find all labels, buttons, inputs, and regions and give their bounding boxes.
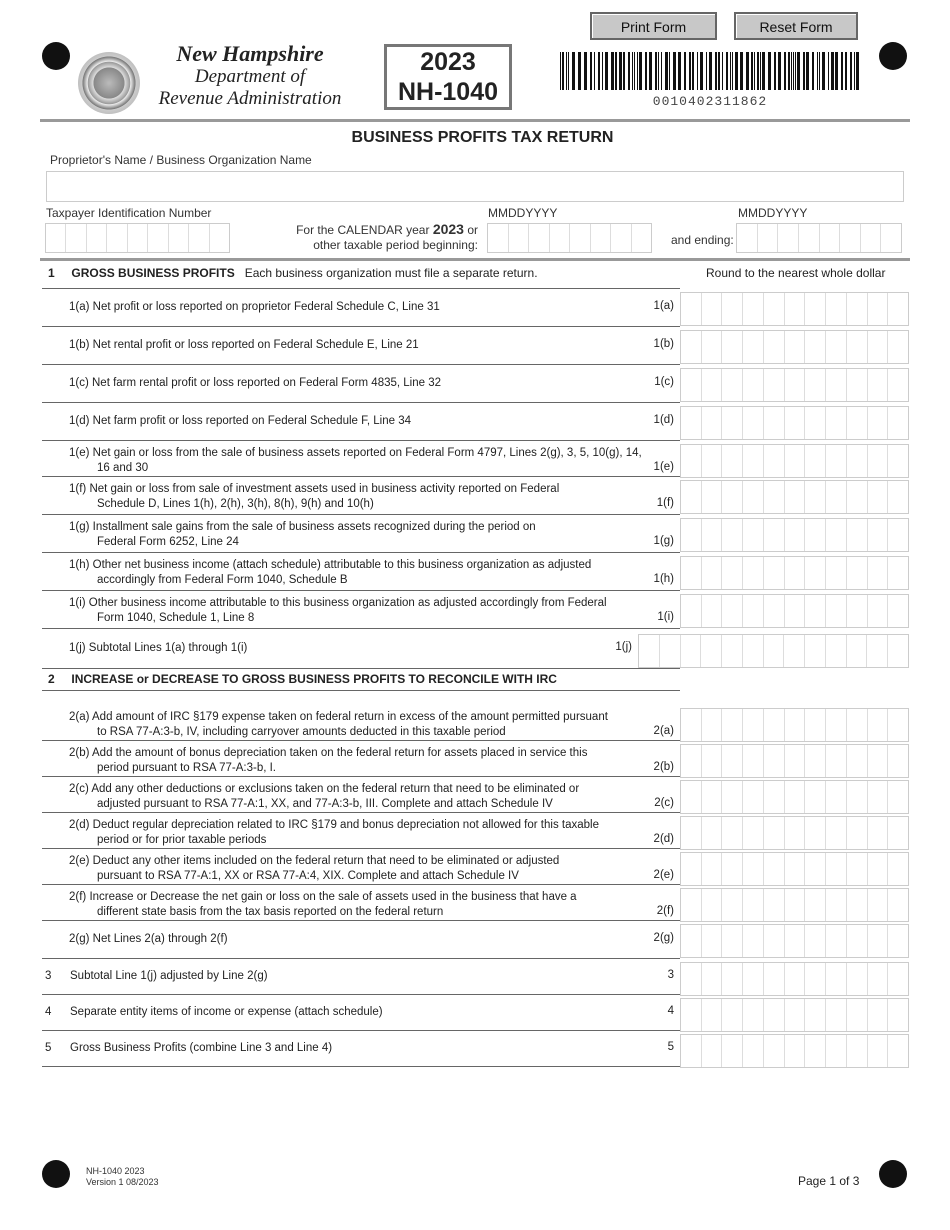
header-divider — [40, 119, 910, 122]
barcode-bar — [566, 52, 567, 90]
section-2-number: 2 — [48, 672, 55, 686]
barcode-bar — [793, 52, 794, 90]
barcode-bar — [754, 52, 755, 90]
amount-input[interactable] — [680, 708, 909, 742]
barcode-bar — [822, 52, 825, 90]
amount-input[interactable] — [680, 888, 909, 922]
line-description-cont: period or for prior taxable periods — [97, 834, 267, 846]
barcode-bar — [634, 52, 635, 90]
line-description: 1(j) Subtotal Lines 1(a) through 1(i) — [69, 642, 248, 654]
barcode-bar — [673, 52, 676, 90]
line-description: 2(e) Deduct any other items included on the federal return that need to be eliminated or adjusted — [69, 855, 560, 867]
dept-line-2: Revenue Administration — [158, 88, 342, 109]
period-begin-label: other taxable period beginning: — [313, 238, 478, 252]
section-2-rule — [42, 690, 680, 691]
barcode-bar — [578, 52, 581, 90]
barcode-bar — [706, 52, 707, 90]
barcode-bar — [637, 52, 638, 90]
form-id-box — [384, 44, 512, 110]
barcode-bar — [746, 52, 749, 90]
barcode-bar — [562, 52, 564, 90]
line-description-cont: period pursuant to RSA 77-A:3-b, I. — [97, 762, 276, 774]
reset-form-button[interactable]: Reset Form — [734, 12, 858, 40]
line-number: 1(d) — [653, 414, 674, 426]
line-description: 1(b) Net rental profit or loss reported on Federal Schedule E, Line 21 — [69, 339, 419, 351]
line-index: 4 — [45, 1006, 52, 1018]
form-line — [42, 404, 680, 441]
barcode-bar — [812, 52, 814, 90]
form-line — [42, 850, 680, 885]
form-line — [42, 1032, 680, 1067]
line-description: 1(c) Net farm rental profit or loss reported on Federal Form 4835, Line 32 — [69, 377, 442, 389]
line-number: 3 — [667, 969, 674, 981]
line-description: 1(i) Other business income attributable to this business organization as adjusted accordingly from Federal — [69, 597, 607, 609]
amount-input[interactable] — [680, 816, 909, 850]
form-line — [42, 778, 680, 813]
form-number: NH-1040 — [397, 78, 499, 106]
line-index: 3 — [45, 970, 52, 982]
line-description-cont: adjusted pursuant to RSA 77-A:1, XX, and 77-A:3-b, III. Complete and attach Schedule IV — [97, 798, 553, 810]
barcode-bar — [735, 52, 738, 90]
registration-mark — [42, 1160, 70, 1188]
line-description: 2(d) Deduct regular depreciation related to IRC §179 and bonus depreciation not allowed for this taxable — [69, 819, 599, 831]
barcode-bar — [850, 52, 852, 90]
barcode-icon — [560, 52, 860, 90]
calendar-suffix: or — [467, 223, 478, 237]
form-line — [42, 366, 680, 403]
line-number: 1(f) — [656, 497, 674, 509]
barcode-bar — [619, 52, 622, 90]
line-description: 2(f) Increase or Decrease the net gain or loss on the sale of assets used in the business that have a — [69, 891, 577, 903]
barcode-bar — [665, 52, 668, 90]
section-2-heading: INCREASE or DECREASE TO GROSS BUSINESS PROFITS TO RECONCILE WITH IRC — [71, 672, 557, 686]
line-description-cont: Form 1040, Schedule 1, Line 8 — [97, 612, 255, 624]
amount-input[interactable] — [680, 292, 909, 326]
form-line — [42, 442, 680, 477]
name-input[interactable] — [46, 171, 904, 202]
barcode-bar — [778, 52, 781, 90]
line-description-cont: Federal Form 6252, Line 24 — [97, 536, 239, 548]
line-number: 1(h) — [653, 573, 674, 585]
barcode-bar — [819, 52, 820, 90]
barcode-bar — [845, 52, 847, 90]
barcode-bar — [697, 52, 698, 90]
line-number: 1(j) — [615, 641, 632, 653]
section-1-heading: GROSS BUSINESS PROFITS — [71, 266, 235, 280]
barcode-bar — [784, 52, 786, 90]
amount-input[interactable] — [680, 852, 909, 886]
line-description: 1(g) Installment sale gains from the sale of business assets recognized during the period on — [69, 521, 536, 533]
form-line — [42, 742, 680, 777]
tin-input[interactable] — [45, 223, 230, 253]
dept-line-1: Department of — [194, 66, 306, 87]
barcode-bar — [598, 52, 600, 90]
line-description: 1(a) Net profit or loss reported on proprietor Federal Schedule C, Line 31 — [69, 301, 440, 313]
line-number: 1(i) — [657, 611, 674, 623]
line-description-cont: pursuant to RSA 77-A:1, XX or RSA 77-A:4, XIX. Complete and attach Schedule IV — [97, 870, 519, 882]
section-1-header — [48, 266, 538, 280]
barcode-bar — [655, 52, 657, 90]
barcode-bar — [791, 52, 792, 90]
barcode-bar — [730, 52, 731, 90]
barcode-bar — [661, 52, 662, 90]
form-line — [42, 996, 680, 1031]
line-description-cont: different state basis from the tax basis reported on the federal return — [97, 906, 444, 918]
barcode-bar — [572, 52, 575, 90]
barcode-bar — [615, 52, 617, 90]
amount-input[interactable] — [680, 368, 909, 402]
barcode-bar — [584, 52, 587, 90]
state-name: New Hampshire — [176, 41, 324, 66]
amount-input[interactable] — [680, 594, 909, 628]
form-line — [42, 290, 680, 327]
form-line — [42, 516, 680, 553]
section-1-number: 1 — [48, 266, 55, 280]
tin-label: Taxpayer Identification Number — [46, 206, 212, 220]
end-date-format: MMDDYYYY — [738, 206, 808, 220]
barcode-bar — [768, 52, 771, 90]
footer-version: Version 1 08/2023 — [86, 1177, 159, 1187]
form-line — [42, 960, 680, 995]
barcode-bar — [700, 52, 703, 90]
line-number: 1(a) — [653, 300, 674, 312]
line-number: 5 — [667, 1041, 674, 1053]
line-description: Separate entity items of income or expense (attach schedule) — [70, 1006, 383, 1018]
line-description-cont: to RSA 77-A:3-b, IV, including carryover amounts deducted in this taxable period — [97, 726, 506, 738]
barcode-bar — [722, 52, 723, 90]
form-line — [42, 328, 680, 365]
amount-input[interactable] — [680, 998, 909, 1032]
barcode-bar — [797, 52, 800, 90]
barcode-bar — [762, 52, 765, 90]
barcode-bar — [678, 52, 681, 90]
amount-input[interactable] — [680, 518, 909, 552]
section-1-rule — [42, 288, 680, 289]
barcode-bar — [658, 52, 659, 90]
barcode-bar — [856, 52, 859, 90]
amount-input[interactable] — [680, 406, 909, 440]
line-number: 1(b) — [653, 338, 674, 350]
line-description: 1(d) Net farm profit or loss reported on Federal Schedule F, Line 34 — [69, 415, 411, 427]
barcode-bar — [709, 52, 712, 90]
barcode-bar — [632, 52, 633, 90]
barcode-bar — [760, 52, 761, 90]
barcode-bar — [751, 52, 753, 90]
calendar-year: 2023 — [432, 221, 464, 237]
line-description: 2(a) Add amount of IRC §179 expense taken on federal return in excess of the amount permitted pursuant — [69, 711, 608, 723]
amount-input[interactable] — [680, 330, 909, 364]
section-2-header — [48, 672, 557, 686]
line-description: Gross Business Profits (combine Line 3 and Line 4) — [70, 1042, 333, 1054]
line-description-cont: 16 and 30 — [97, 462, 149, 474]
line-description-cont: accordingly from Federal Form 1040, Schedule B — [97, 574, 348, 586]
calendar-prefix: For the CALENDAR year — [296, 223, 430, 237]
barcode-bar — [684, 52, 686, 90]
barcode-bar — [732, 52, 733, 90]
barcode-bar — [726, 52, 728, 90]
line-description: 1(h) Other net business income (attach schedule) attributable to this business organization as adjusted — [69, 559, 592, 571]
line-description: 1(e) Net gain or loss from the sale of business assets reported on Federal Form 4797, Lines 2(g), 3, 5, 10(g), 14, — [69, 447, 642, 459]
registration-mark — [879, 1160, 907, 1188]
line-number: 2(b) — [653, 761, 674, 773]
barcode-bar — [594, 52, 595, 90]
form-line — [42, 592, 680, 629]
begin-date-format: MMDDYYYY — [488, 206, 558, 220]
line-number: 2(g) — [653, 932, 674, 944]
form-line — [42, 630, 680, 669]
name-label: Proprietor's Name / Business Organization Name — [50, 153, 312, 167]
amount-input[interactable] — [680, 480, 909, 514]
line-number: 1(g) — [653, 535, 674, 547]
line-number: 2(d) — [653, 833, 674, 845]
footer-form: NH-1040 2023 — [86, 1166, 145, 1176]
barcode-bar — [828, 52, 829, 90]
barcode-bar — [605, 52, 608, 90]
barcode-bar — [669, 52, 670, 90]
barcode-number: 0010402311862 — [652, 94, 768, 109]
barcode-bar — [806, 52, 809, 90]
calendar-year-text — [250, 221, 478, 237]
form-line — [42, 554, 680, 591]
form-year: 2023 — [420, 48, 476, 76]
barcode-bar — [835, 52, 838, 90]
barcode-bar — [645, 52, 647, 90]
barcode-bar — [795, 52, 796, 90]
end-date-input[interactable] — [736, 223, 902, 253]
amount-input[interactable] — [638, 634, 909, 668]
barcode-bar — [803, 52, 805, 90]
line-number: 4 — [667, 1005, 674, 1017]
form-line — [42, 478, 680, 515]
barcode-bar — [854, 52, 855, 90]
line-number: 1(e) — [653, 461, 674, 473]
line-number: 2(e) — [653, 869, 674, 881]
barcode-bar — [623, 52, 625, 90]
form-line — [42, 814, 680, 849]
amount-input[interactable] — [680, 1034, 909, 1068]
barcode-bar — [639, 52, 642, 90]
barcode-bar — [689, 52, 691, 90]
line-number: 2(f) — [656, 905, 674, 917]
barcode-bar — [560, 52, 561, 90]
barcode-bar — [715, 52, 717, 90]
barcode-bar — [602, 52, 603, 90]
section-divider — [40, 258, 910, 261]
barcode-bar — [718, 52, 720, 90]
state-seal-icon — [78, 52, 140, 114]
rounding-note: Round to the nearest whole dollar — [706, 266, 886, 280]
page-title: BUSINESS PROFITS TAX RETURN — [351, 129, 614, 146]
line-number: 1(c) — [654, 376, 674, 388]
barcode-bar — [788, 52, 790, 90]
begin-date-input[interactable] — [487, 223, 652, 253]
amount-input[interactable] — [680, 962, 909, 996]
footer-form-id — [86, 1166, 159, 1188]
form-line — [42, 886, 680, 921]
barcode-bar — [831, 52, 834, 90]
page-number: Page 1 of 3 — [798, 1174, 860, 1188]
barcode-bar — [611, 52, 614, 90]
barcode-bar — [628, 52, 630, 90]
agency-name — [140, 42, 360, 110]
barcode-bar — [740, 52, 743, 90]
barcode-bar — [774, 52, 776, 90]
line-description: Subtotal Line 1(j) adjusted by Line 2(g) — [70, 970, 268, 982]
registration-mark — [42, 42, 70, 70]
line-description: 2(b) Add the amount of bonus depreciation taken on the federal return for assets placed in service this — [69, 747, 588, 759]
line-number: 2(c) — [654, 797, 674, 809]
line-description: 1(f) Net gain or loss from sale of investment assets used in business activity reported on Federal — [69, 483, 560, 495]
print-form-button[interactable]: Print Form — [590, 12, 717, 40]
line-description-cont: Schedule D, Lines 1(h), 2(h), 3(h), 8(h), 9(h) and 10(h) — [97, 498, 374, 510]
barcode-bar — [568, 52, 569, 90]
line-number: 2(a) — [653, 725, 674, 737]
registration-mark — [879, 42, 907, 70]
amount-input[interactable] — [680, 744, 909, 778]
ending-label: and ending: — [671, 233, 734, 247]
line-index: 5 — [45, 1042, 52, 1054]
barcode-bar — [757, 52, 759, 90]
barcode-bar — [692, 52, 694, 90]
amount-input[interactable] — [680, 780, 909, 814]
section-1-note: Each business organization must file a separate return. — [244, 266, 538, 280]
line-description: 2(c) Add any other deductions or exclusions taken on the federal return that need to be eliminated or — [69, 783, 580, 795]
line-description: 2(g) Net Lines 2(a) through 2(f) — [69, 933, 228, 945]
barcode-bar — [817, 52, 818, 90]
form-line — [42, 706, 680, 741]
barcode-bar — [590, 52, 592, 90]
barcode-bar — [841, 52, 843, 90]
form-line — [42, 922, 680, 959]
barcode-bar — [649, 52, 652, 90]
amount-input[interactable] — [680, 556, 909, 590]
amount-input[interactable] — [680, 444, 909, 478]
amount-input[interactable] — [680, 924, 909, 958]
